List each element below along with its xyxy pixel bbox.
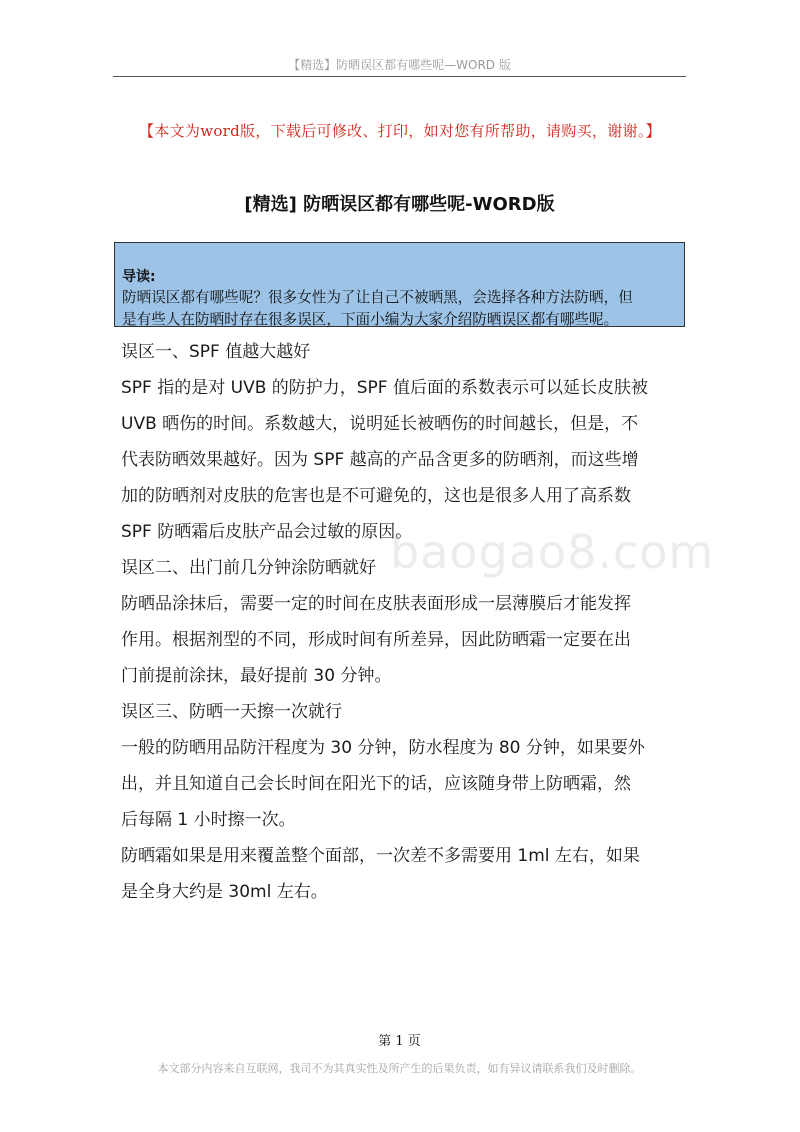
section-heading-3: 误区三、防晒一天擦一次就行 xyxy=(121,702,342,722)
watermark: baogao8.com xyxy=(390,525,715,579)
intro-box xyxy=(114,242,685,327)
intro-line-2: 是有些人在防晒时存在很多误区，下面小编为大家介绍防晒误区都有哪些呢。 xyxy=(122,311,619,328)
body-line: 是全身大约是 30ml 左右。 xyxy=(121,882,328,902)
body-line: UVB 晒伤的时间。系数越大，说明延长被晒伤的时间越长，但是，不 xyxy=(121,414,639,434)
page-number: 第 1 页 xyxy=(378,1034,421,1049)
section-heading-1: 误区一、SPF 值越大越好 xyxy=(121,342,311,362)
body-line: 出，并且知道自己会长时间在阳光下的话，应该随身带上防晒霜，然 xyxy=(121,774,631,794)
body-line: 后每隔 1 小时擦一次。 xyxy=(121,810,296,830)
section-heading-2: 误区二、出门前几分钟涂防晒就好 xyxy=(121,558,376,578)
body-line: 加的防晒剂对皮肤的危害也是不可避免的，这也是很多人用了高系数 xyxy=(121,486,631,506)
footer-disclaimer: 本文部分内容来自互联网，我司不为其真实性及所产生的后果负责，如有异议请联系我们及时删除。 xyxy=(157,1062,642,1075)
intro-label: 导读: xyxy=(122,269,156,285)
intro-line-1: 防晒误区都有哪些呢？很多女性为了让自己不被晒黑，会选择各种方法防晒，但 xyxy=(122,289,633,306)
running-header: 【精选】防晒误区都有哪些呢—WORD 版 xyxy=(288,58,511,72)
body-line: SPF 防晒霜后皮肤产品会过敏的原因。 xyxy=(121,522,413,542)
body-line: 代表防晒效果越好。因为 SPF 越高的产品含更多的防晒剂，而这些增 xyxy=(121,450,639,470)
download-notice: 【本文为word版，下载后可修改、打印，如对您有所帮助，请购买，谢谢。】 xyxy=(139,122,661,140)
body-line: 防晒品涂抹后，需要一定的时间在皮肤表面形成一层薄膜后才能发挥 xyxy=(121,594,631,614)
header-divider xyxy=(113,76,686,77)
body-line: 一般的防晒用品防汗程度为 30 分钟，防水程度为 80 分钟，如果要外 xyxy=(121,738,645,758)
body-text xyxy=(121,334,681,910)
document-title: [精选] 防晒误区都有哪些呢-WORD版 xyxy=(244,194,555,215)
body-line: 门前提前涂抹，最好提前 30 分钟。 xyxy=(121,666,392,686)
body-line: 作用。根据剂型的不同，形成时间有所差异，因此防晒霜一定要在出 xyxy=(121,630,631,650)
body-line: SPF 指的是对 UVB 的防护力，SPF 值后面的系数表示可以延长皮肤被 xyxy=(121,378,648,398)
body-line: 防晒霜如果是用来覆盖整个面部，一次差不多需要用 1ml 左右，如果 xyxy=(121,846,640,866)
